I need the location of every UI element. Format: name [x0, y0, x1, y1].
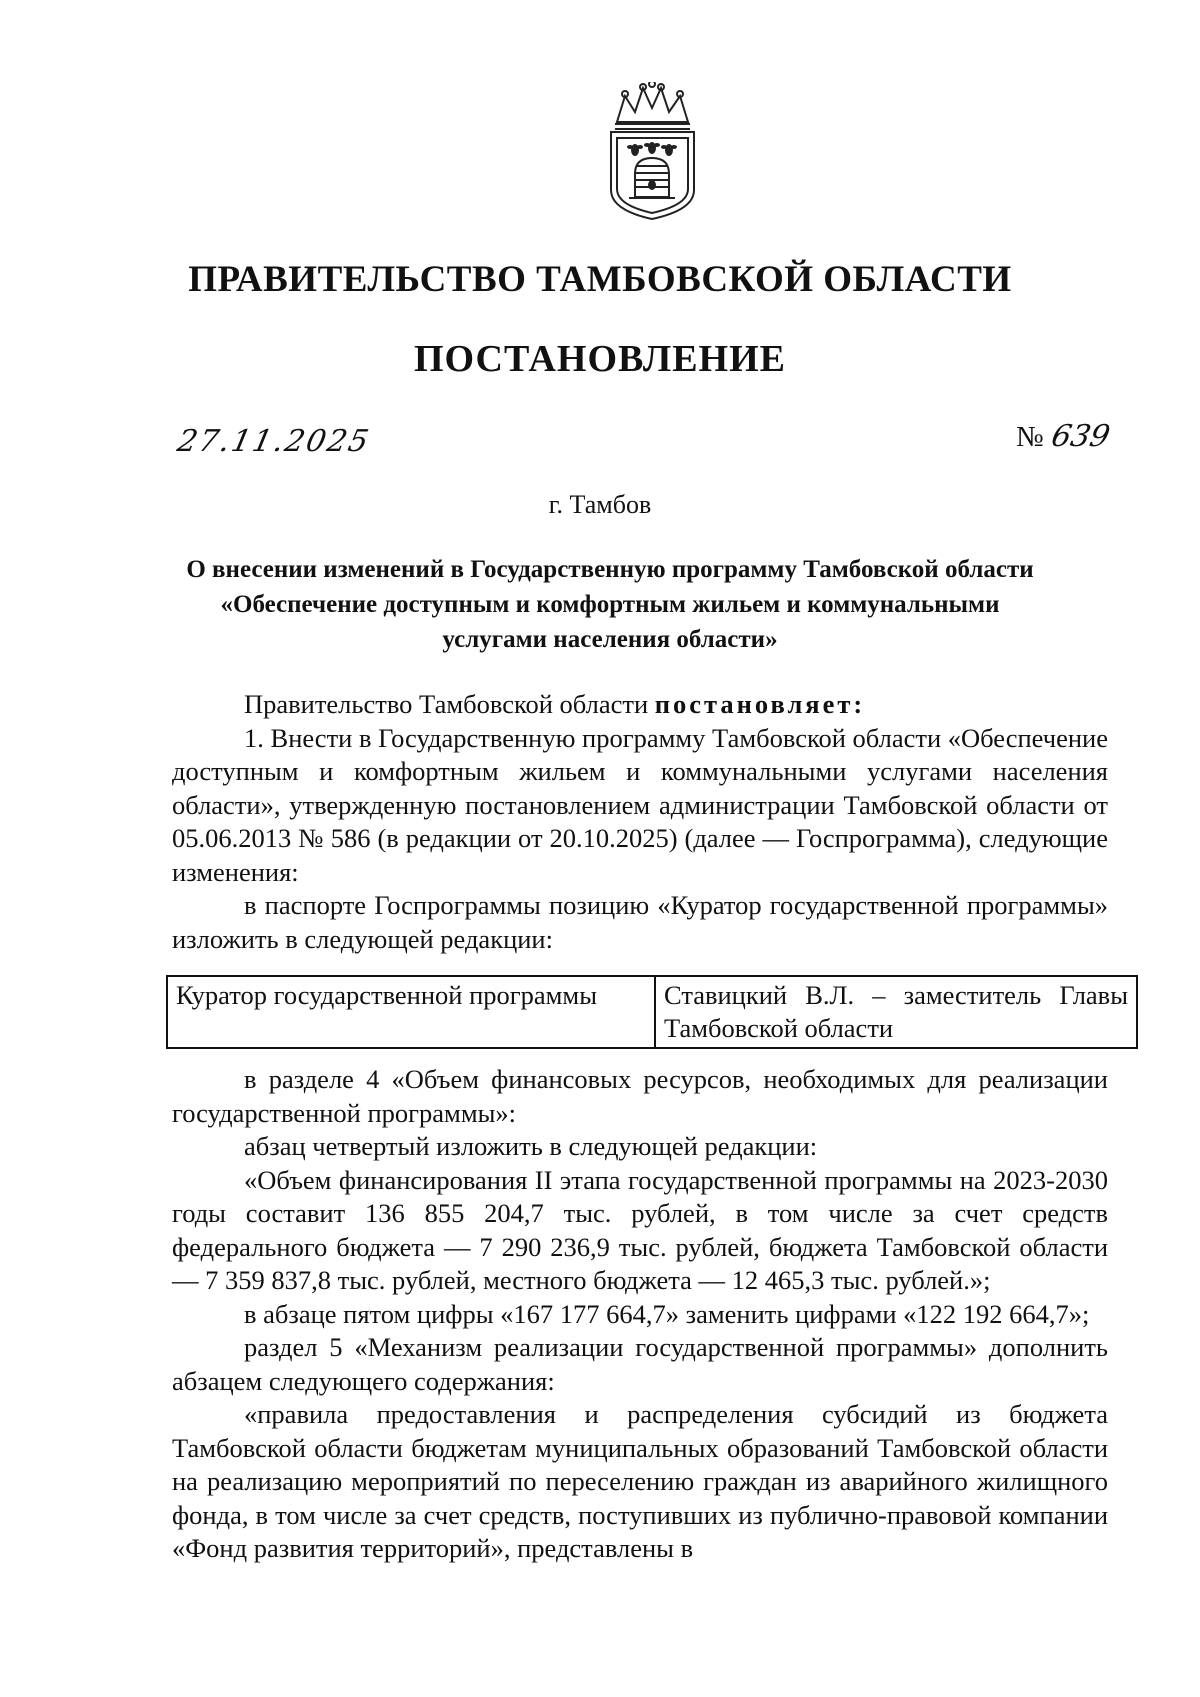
intro-text: Правительство Тамбовской области	[244, 689, 655, 719]
paragraph: в абзаце пятом цифры «167 177 664,7» заменить цифрами «122 192 664,7»;	[244, 1298, 1090, 1329]
number-prefix: №	[1016, 421, 1044, 453]
org-title: ПРАВИТЕЛЬСТВО ТАМБОВСКОЙ ОБЛАСТИ	[188, 259, 1012, 300]
table-cell-label: Куратор государственной программы	[167, 976, 655, 1048]
city: г. Тамбов	[548, 490, 652, 519]
intro-paragraph	[172, 688, 1108, 722]
paragraph: раздел 5 «Механизм реализации государственной программы» дополнить абзацем следующего содержания:	[172, 1332, 1108, 1396]
tambov-coat-of-arms-icon	[595, 82, 710, 222]
handwritten-date: 27.11.2025	[174, 424, 374, 459]
body-block	[172, 688, 1108, 956]
subject-line: О внесении изменений в Государственную программу Тамбовской области	[186, 556, 1034, 583]
paragraph: в паспорте Госпрограммы позицию «Куратор государственной программы» изложить в следующей редакции:	[172, 890, 1108, 954]
body-block	[172, 1063, 1108, 1566]
subject-line: услугами населения области»	[442, 626, 778, 653]
table-row	[167, 976, 1137, 1048]
document-type: ПОСТАНОВЛЕНИЕ	[413, 338, 787, 380]
paragraph: «правила предоставления и распределения субсидий из бюджета Тамбовской области бюджетам муниципальных образований Тамбовской области на реализацию мероприятий по переселению граждан из аварийного жилищного фонда, в том числе за счет средств, поступивших из публично-правовой компании «Фонд развития территорий», представлены в	[172, 1399, 1108, 1563]
document-subject	[140, 552, 1080, 657]
handwritten-number: 639	[1047, 419, 1113, 454]
table-cell-value: Ставицкий В.Л. – заместитель Главы Тамбовской области	[655, 976, 1137, 1048]
paragraph: 1. Внести в Государственную программу Тамбовской области «Обеспечение доступным и комфортным жильем и коммунальными услугами населения области», утвержденную постановлением администрации Тамбовской области от 05.06.2013 № 586 (в редакции от 20.10.2025) (далее — Госпрограмма), следующие изменения:	[172, 722, 1108, 887]
paragraph: в разделе 4 «Объем финансовых ресурсов, необходимых для реализации государственной программы»:	[172, 1064, 1108, 1128]
subject-line: «Обеспечение доступным и комфортным жильем и коммунальными	[220, 591, 1000, 618]
curator-table	[166, 975, 1138, 1049]
paragraph: «Объем финансирования II этапа государственной программы на 2023-2030 годы составит 136 855 204,7 тыс. рублей, в том числе за счет средств федерального бюджета — 7 290 236,9 тыс. рублей, бюджета Тамбовской области — 7 359 837,8 тыс. рублей, местного бюджета — 12 465,3 тыс. рублей.»;	[172, 1164, 1108, 1295]
intro-verb: постановляет:	[654, 689, 866, 719]
document-number	[1016, 419, 1113, 454]
paragraph: абзац четвертый изложить в следующей редакции:	[244, 1131, 818, 1161]
